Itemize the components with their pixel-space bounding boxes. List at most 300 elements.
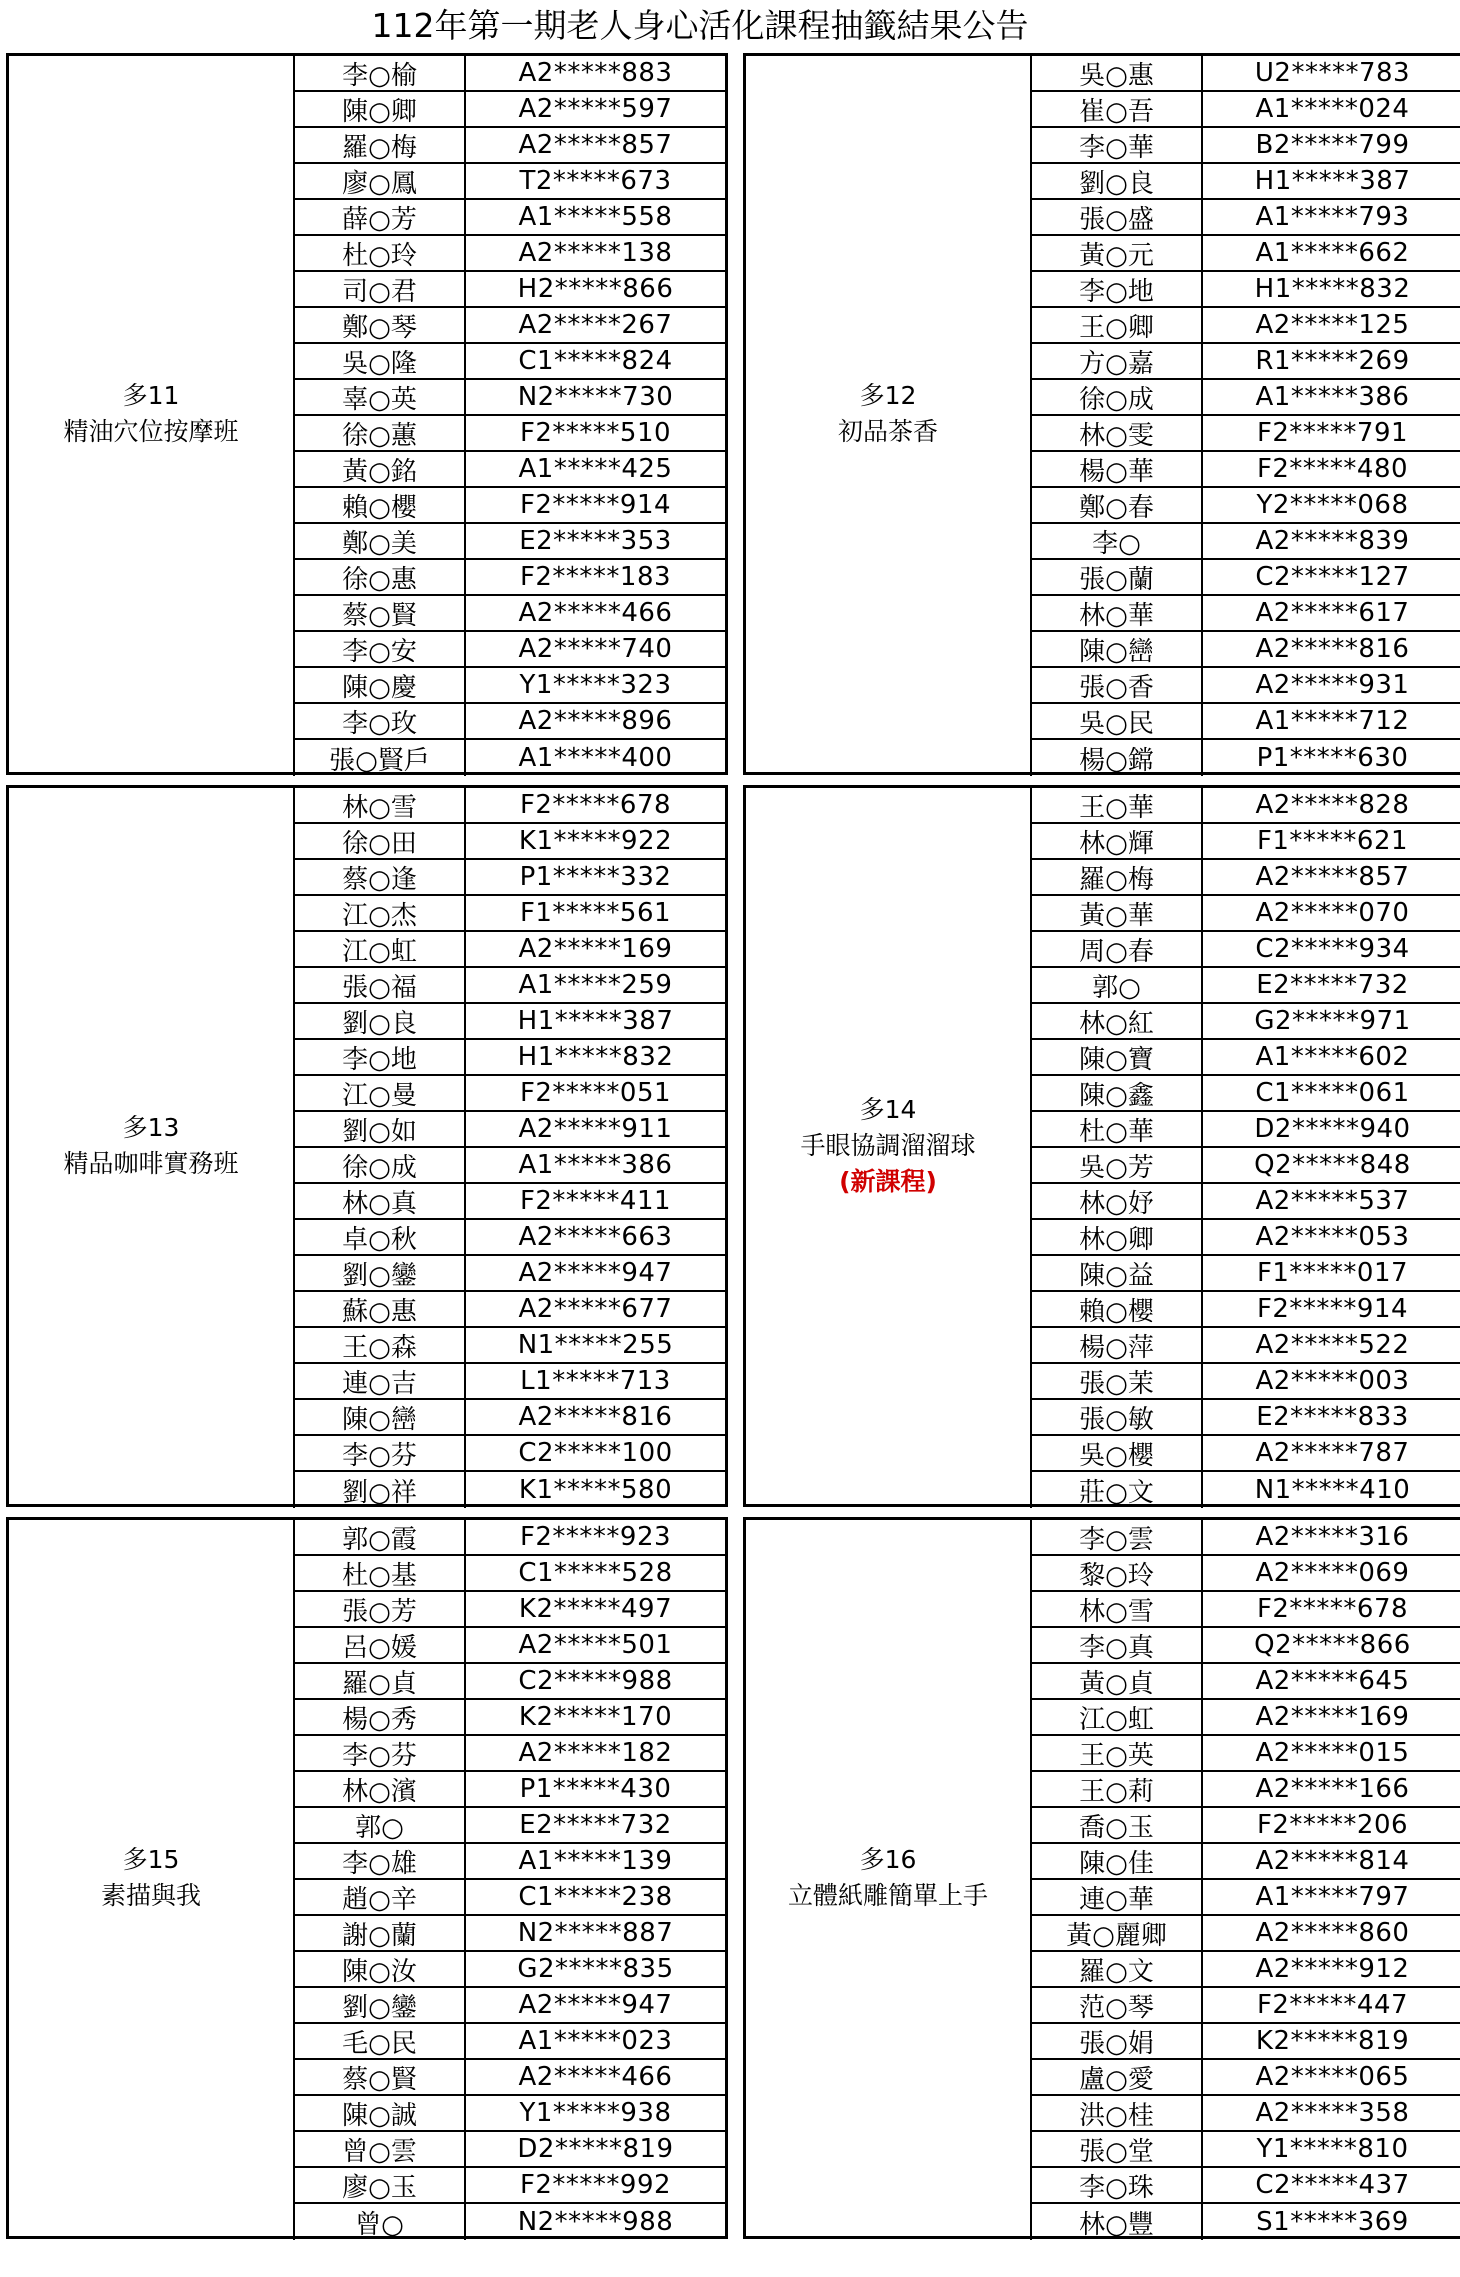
participant-id: E2*****732 — [519, 1810, 672, 1840]
table-row — [293, 1328, 725, 1364]
course-name: 精油穴位按摩班 — [63, 417, 239, 446]
participant-name: 吳○隆 — [293, 344, 466, 378]
table-row — [1030, 1220, 1460, 1256]
participant-id: G2*****971 — [1254, 1006, 1411, 1036]
participant-id: A2*****125 — [1255, 310, 1410, 340]
table-row — [293, 668, 725, 704]
participant-id: A1*****400 — [518, 743, 673, 773]
participant-id: E2*****732 — [1256, 970, 1409, 1000]
participant-id: Y1*****810 — [1256, 2134, 1409, 2164]
table-row — [293, 1004, 725, 1040]
course-block — [6, 1517, 728, 2239]
participant-name: 喬○玉 — [1030, 1808, 1203, 1842]
participant-id: A2*****070 — [1255, 898, 1410, 928]
participant-name: 王○英 — [1030, 1736, 1203, 1770]
participant-id: A1*****662 — [1255, 238, 1410, 268]
participant-id: G2*****835 — [517, 1954, 674, 1984]
participant-name: 羅○梅 — [293, 128, 466, 162]
participant-id: Y2*****068 — [1256, 490, 1409, 520]
table-row — [293, 488, 725, 524]
participant-id: T2*****673 — [519, 166, 672, 196]
participant-name: 李○真 — [1030, 1628, 1203, 1662]
participant-id: P1*****630 — [1256, 743, 1409, 773]
participant-name: 張○敏 — [1030, 1400, 1203, 1434]
table-row — [293, 860, 725, 896]
table-row — [293, 1184, 725, 1220]
participant-id: C2*****934 — [1255, 934, 1410, 964]
participant-name: 鄭○琴 — [293, 308, 466, 342]
participant-id: A2*****053 — [1255, 1222, 1410, 1252]
participant-name: 李○雲 — [1030, 1520, 1203, 1554]
participant-name: 李○玫 — [293, 704, 466, 738]
participant-id: A1*****386 — [518, 1150, 673, 1180]
table-row — [1030, 1808, 1460, 1844]
participant-id: A2*****816 — [518, 1402, 673, 1432]
table-row — [1030, 932, 1460, 968]
participant-id: A2*****883 — [518, 58, 673, 88]
participant-id: F2*****051 — [519, 1078, 672, 1108]
participant-name: 王○莉 — [1030, 1772, 1203, 1806]
table-row — [293, 1148, 725, 1184]
participant-name: 蘇○惠 — [293, 1292, 466, 1326]
participant-name: 江○杰 — [293, 896, 466, 930]
table-row — [293, 1472, 725, 1508]
table-row — [293, 704, 725, 740]
participant-name: 王○華 — [1030, 788, 1203, 822]
participant-name: 林○真 — [293, 1184, 466, 1218]
participant-name: 廖○玉 — [293, 2168, 466, 2202]
participant-id: Y1*****323 — [519, 670, 672, 700]
participant-name: 曾○雲 — [293, 2132, 466, 2166]
participant-id: B2*****799 — [1255, 130, 1410, 160]
participant-name: 林○輝 — [1030, 824, 1203, 858]
table-row — [1030, 2132, 1460, 2168]
participant-name: 陳○益 — [1030, 1256, 1203, 1290]
participant-id: A2*****169 — [518, 934, 673, 964]
table-row — [293, 380, 725, 416]
participant-id: A2*****169 — [1255, 1702, 1410, 1732]
participant-id: A2*****839 — [1255, 526, 1410, 556]
table-row — [293, 968, 725, 1004]
table-row — [1030, 200, 1460, 236]
table-row — [1030, 1736, 1460, 1772]
participant-name: 劉○良 — [1030, 164, 1203, 198]
participant-name: 劉○鑾 — [293, 1256, 466, 1290]
participant-id: C2*****127 — [1255, 562, 1410, 592]
table-row — [1030, 1556, 1460, 1592]
course-code: 多14 — [859, 1095, 917, 1124]
table-row — [1030, 824, 1460, 860]
table-row — [1030, 1400, 1460, 1436]
participant-name: 張○香 — [1030, 668, 1203, 702]
participant-id: A2*****740 — [518, 634, 673, 664]
table-row — [1030, 452, 1460, 488]
participant-name: 李○芬 — [293, 1436, 466, 1470]
table-row — [293, 92, 725, 128]
participant-id: H2*****866 — [517, 274, 674, 304]
table-row — [293, 1736, 725, 1772]
participant-name: 江○虹 — [1030, 1700, 1203, 1734]
table-row — [1030, 1520, 1460, 1556]
table-row — [1030, 896, 1460, 932]
participant-id: K1*****922 — [518, 826, 673, 856]
participant-name: 林○豐 — [1030, 2204, 1203, 2240]
participant-name: 張○娟 — [1030, 2024, 1203, 2058]
participant-name: 毛○民 — [293, 2024, 466, 2058]
participant-name: 卓○秋 — [293, 1220, 466, 1254]
participant-name: 吳○民 — [1030, 704, 1203, 738]
table-row — [293, 416, 725, 452]
participant-name: 徐○成 — [293, 1148, 466, 1182]
participant-id: A1*****558 — [518, 202, 673, 232]
participant-name: 張○蘭 — [1030, 560, 1203, 594]
participant-name: 廖○鳳 — [293, 164, 466, 198]
course-block — [6, 785, 728, 1507]
participant-id: A1*****259 — [518, 970, 673, 1000]
table-row — [1030, 1004, 1460, 1040]
table-row — [293, 2132, 725, 2168]
course-name: 精品咖啡實務班 — [63, 1149, 239, 1178]
table-row — [1030, 1700, 1460, 1736]
participant-id: A1*****139 — [518, 1846, 673, 1876]
table-row — [1030, 2024, 1460, 2060]
participant-id: A2*****677 — [518, 1294, 673, 1324]
participant-name: 杜○基 — [293, 1556, 466, 1590]
participant-id: A2*****316 — [1255, 1522, 1410, 1552]
table-row — [1030, 1148, 1460, 1184]
participant-id: K2*****497 — [518, 1594, 673, 1624]
participant-id: K1*****580 — [518, 1475, 673, 1505]
participant-name: 張○福 — [293, 968, 466, 1002]
participant-name: 趙○辛 — [293, 1880, 466, 1914]
participant-name: 李○地 — [293, 1040, 466, 1074]
participant-id: C1*****824 — [518, 346, 673, 376]
participant-name: 郭○霞 — [293, 1520, 466, 1554]
participant-id: A2*****911 — [518, 1114, 673, 1144]
course-code: 多12 — [859, 381, 917, 410]
table-row — [293, 1556, 725, 1592]
table-row — [1030, 1472, 1460, 1508]
participant-name: 郭○ — [293, 1808, 466, 1842]
course-block — [743, 53, 1460, 775]
participant-id: R1*****269 — [1255, 346, 1410, 376]
participant-id: F2*****510 — [519, 418, 672, 448]
participant-id: A2*****015 — [1255, 1738, 1410, 1768]
participant-name: 黃○華 — [1030, 896, 1203, 930]
participant-name: 陳○慶 — [293, 668, 466, 702]
table-row — [1030, 1436, 1460, 1472]
participant-name: 陳○汝 — [293, 1952, 466, 1986]
course-label — [746, 1520, 1030, 2236]
table-row — [293, 2204, 725, 2240]
table-row — [293, 1664, 725, 1700]
table-row — [1030, 668, 1460, 704]
participant-id: N2*****988 — [517, 2207, 674, 2237]
table-row — [1030, 92, 1460, 128]
table-row — [293, 1076, 725, 1112]
course-block — [743, 785, 1460, 1507]
participant-name: 李○芬 — [293, 1736, 466, 1770]
table-row — [1030, 236, 1460, 272]
participant-id: A1*****386 — [1255, 382, 1410, 412]
participant-name: 劉○良 — [293, 1004, 466, 1038]
participant-name: 周○春 — [1030, 932, 1203, 966]
table-row — [1030, 560, 1460, 596]
course-name: 手眼協調溜溜球 — [800, 1131, 976, 1160]
table-row — [293, 740, 725, 776]
course-block — [743, 1517, 1460, 2239]
participant-name: 陳○寶 — [1030, 1040, 1203, 1074]
table-row — [1030, 1772, 1460, 1808]
table-row — [293, 1628, 725, 1664]
participant-id: A2*****597 — [518, 94, 673, 124]
table-row — [1030, 308, 1460, 344]
participant-id: E2*****353 — [519, 526, 672, 556]
participant-name: 曾○ — [293, 2204, 466, 2240]
participant-table — [1030, 788, 1460, 1508]
table-row — [293, 1364, 725, 1400]
participant-id: A1*****602 — [1255, 1042, 1410, 1072]
participant-id: A2*****931 — [1255, 670, 1410, 700]
participant-id: A2*****947 — [518, 1258, 673, 1288]
participant-id: A2*****358 — [1255, 2098, 1410, 2128]
participant-name: 吳○惠 — [1030, 56, 1203, 90]
table-row — [293, 596, 725, 632]
table-row — [293, 2096, 725, 2132]
participant-id: K2*****170 — [518, 1702, 673, 1732]
table-row — [293, 1772, 725, 1808]
table-row — [1030, 704, 1460, 740]
participant-id: K2*****819 — [1255, 2026, 1410, 2056]
participant-id: A2*****466 — [518, 2062, 673, 2092]
table-row — [1030, 596, 1460, 632]
table-row — [1030, 1076, 1460, 1112]
table-row — [293, 1808, 725, 1844]
participant-name: 李○榆 — [293, 56, 466, 90]
table-row — [1030, 1184, 1460, 1220]
table-row — [293, 1700, 725, 1736]
participant-name: 羅○梅 — [1030, 860, 1203, 894]
participant-id: N2*****887 — [517, 1918, 674, 1948]
table-row — [293, 1112, 725, 1148]
table-row — [293, 1256, 725, 1292]
participant-id: F1*****561 — [519, 898, 672, 928]
participant-name: 王○森 — [293, 1328, 466, 1362]
table-row — [1030, 788, 1460, 824]
table-row — [293, 272, 725, 308]
participant-name: 吳○櫻 — [1030, 1436, 1203, 1470]
table-row — [1030, 524, 1460, 560]
table-row — [1030, 272, 1460, 308]
participant-name: 張○堂 — [1030, 2132, 1203, 2166]
participant-name: 羅○貞 — [293, 1664, 466, 1698]
table-row — [293, 560, 725, 596]
participant-id: A2*****787 — [1255, 1438, 1410, 1468]
table-row — [1030, 56, 1460, 92]
course-label — [9, 788, 293, 1504]
participant-name: 陳○巒 — [293, 1400, 466, 1434]
participant-name: 陳○佳 — [1030, 1844, 1203, 1878]
participant-name: 李○雄 — [293, 1844, 466, 1878]
participant-name: 吳○芳 — [1030, 1148, 1203, 1182]
participant-name: 楊○秀 — [293, 1700, 466, 1734]
participant-name: 張○盛 — [1030, 200, 1203, 234]
table-row — [293, 128, 725, 164]
participant-id: P1*****430 — [519, 1774, 672, 1804]
participant-id: F2*****411 — [519, 1186, 672, 1216]
participant-name: 李○珠 — [1030, 2168, 1203, 2202]
participant-id: F1*****017 — [1256, 1258, 1409, 1288]
participant-id: A1*****712 — [1255, 706, 1410, 736]
participant-name: 郭○ — [1030, 968, 1203, 1002]
participant-id: A2*****267 — [518, 310, 673, 340]
table-row — [293, 1844, 725, 1880]
participant-name: 張○芳 — [293, 1592, 466, 1626]
participant-name: 謝○蘭 — [293, 1916, 466, 1950]
table-row — [293, 1916, 725, 1952]
participant-id: F2*****480 — [1256, 454, 1409, 484]
table-row — [293, 344, 725, 380]
table-row — [1030, 128, 1460, 164]
table-row — [293, 56, 725, 92]
table-row — [1030, 1988, 1460, 2024]
table-row — [1030, 632, 1460, 668]
participant-id: A2*****138 — [518, 238, 673, 268]
participant-name: 陳○鑫 — [1030, 1076, 1203, 1110]
participant-id: A2*****537 — [1255, 1186, 1410, 1216]
table-row — [1030, 2204, 1460, 2240]
participant-id: F2*****923 — [519, 1522, 672, 1552]
course-label — [9, 1520, 293, 2236]
participant-name: 黃○貞 — [1030, 1664, 1203, 1698]
table-row — [1030, 1328, 1460, 1364]
participant-id: A1*****023 — [518, 2026, 673, 2056]
table-row — [293, 932, 725, 968]
participant-name: 徐○蕙 — [293, 416, 466, 450]
participant-id: F2*****678 — [1256, 1594, 1409, 1624]
participant-name: 黎○玲 — [1030, 1556, 1203, 1590]
participant-name: 李○華 — [1030, 128, 1203, 162]
participant-name: 辜○英 — [293, 380, 466, 414]
participant-name: 賴○櫻 — [293, 488, 466, 522]
participant-id: A2*****182 — [518, 1738, 673, 1768]
table-row — [293, 2024, 725, 2060]
participant-id: N1*****410 — [1254, 1475, 1411, 1505]
participant-name: 林○卿 — [1030, 1220, 1203, 1254]
course-code: 多11 — [122, 381, 180, 410]
participant-name: 杜○華 — [1030, 1112, 1203, 1146]
participant-id: A2*****069 — [1255, 1558, 1410, 1588]
participant-id: H1*****387 — [1254, 166, 1411, 196]
participant-id: A2*****828 — [1255, 790, 1410, 820]
participant-table — [293, 56, 725, 776]
table-row — [293, 1040, 725, 1076]
table-row — [1030, 1664, 1460, 1700]
participant-name: 司○君 — [293, 272, 466, 306]
participant-name: 盧○愛 — [1030, 2060, 1203, 2094]
table-row — [293, 1400, 725, 1436]
participant-id: A2*****645 — [1255, 1666, 1410, 1696]
table-row — [1030, 1040, 1460, 1076]
table-row — [1030, 2096, 1460, 2132]
participant-name: 薛○芳 — [293, 200, 466, 234]
participant-id: Q2*****848 — [1254, 1150, 1411, 1180]
table-row — [293, 1520, 725, 1556]
table-row — [1030, 1844, 1460, 1880]
participant-id: L1*****713 — [520, 1366, 671, 1396]
course-name: 初品茶香 — [837, 417, 938, 446]
participant-name: 莊○文 — [1030, 1472, 1203, 1508]
table-row — [293, 824, 725, 860]
table-row — [1030, 164, 1460, 200]
table-row — [293, 1292, 725, 1328]
table-row — [1030, 1952, 1460, 1988]
table-row — [1030, 2168, 1460, 2204]
participant-id: A2*****860 — [1255, 1918, 1410, 1948]
participant-name: 方○嘉 — [1030, 344, 1203, 378]
participant-id: F2*****447 — [1256, 1990, 1409, 2020]
participant-name: 陳○卿 — [293, 92, 466, 126]
table-row — [293, 788, 725, 824]
table-row — [293, 524, 725, 560]
course-label — [9, 56, 293, 772]
table-row — [1030, 968, 1460, 1004]
participant-name: 徐○成 — [1030, 380, 1203, 414]
participant-id: N2*****730 — [517, 382, 674, 412]
participant-id: A2*****912 — [1255, 1954, 1410, 1984]
course-code: 多15 — [122, 1845, 180, 1874]
participant-id: A1*****793 — [1255, 202, 1410, 232]
participant-name: 連○吉 — [293, 1364, 466, 1398]
participant-name: 陳○巒 — [1030, 632, 1203, 666]
participant-name: 賴○櫻 — [1030, 1292, 1203, 1326]
table-row — [1030, 1256, 1460, 1292]
participant-name: 江○曼 — [293, 1076, 466, 1110]
participant-name: 楊○鏛 — [1030, 740, 1203, 776]
participant-id: H1*****832 — [1254, 274, 1411, 304]
table-row — [293, 1880, 725, 1916]
participant-id: C1*****528 — [518, 1558, 673, 1588]
participant-id: C1*****238 — [518, 1882, 673, 1912]
participant-id: A2*****617 — [1255, 598, 1410, 628]
participant-name: 蔡○逢 — [293, 860, 466, 894]
course-block — [6, 53, 728, 775]
participant-name: 劉○如 — [293, 1112, 466, 1146]
participant-name: 林○雪 — [293, 788, 466, 822]
course-note: (新課程) — [839, 1167, 937, 1196]
participant-name: 杜○玲 — [293, 236, 466, 270]
table-row — [293, 164, 725, 200]
participant-id: A2*****065 — [1255, 2062, 1410, 2092]
participant-id: D2*****940 — [1254, 1114, 1411, 1144]
participant-id: F2*****914 — [519, 490, 672, 520]
participant-name: 黃○銘 — [293, 452, 466, 486]
course-name: 立體紙雕簡單上手 — [787, 1881, 988, 1910]
participant-name: 黃○麗卿 — [1030, 1916, 1203, 1950]
participant-id: A2*****947 — [518, 1990, 673, 2020]
participant-id: D2*****819 — [517, 2134, 674, 2164]
participant-id: Q2*****866 — [1254, 1630, 1411, 1660]
participant-id: E2*****833 — [1256, 1402, 1409, 1432]
participant-name: 陳○誠 — [293, 2096, 466, 2130]
table-row — [1030, 1880, 1460, 1916]
table-row — [293, 308, 725, 344]
participant-id: F2*****183 — [519, 562, 672, 592]
table-row — [293, 632, 725, 668]
participant-name: 羅○文 — [1030, 1952, 1203, 1986]
participant-id: F2*****914 — [1256, 1294, 1409, 1324]
participant-name: 張○茉 — [1030, 1364, 1203, 1398]
